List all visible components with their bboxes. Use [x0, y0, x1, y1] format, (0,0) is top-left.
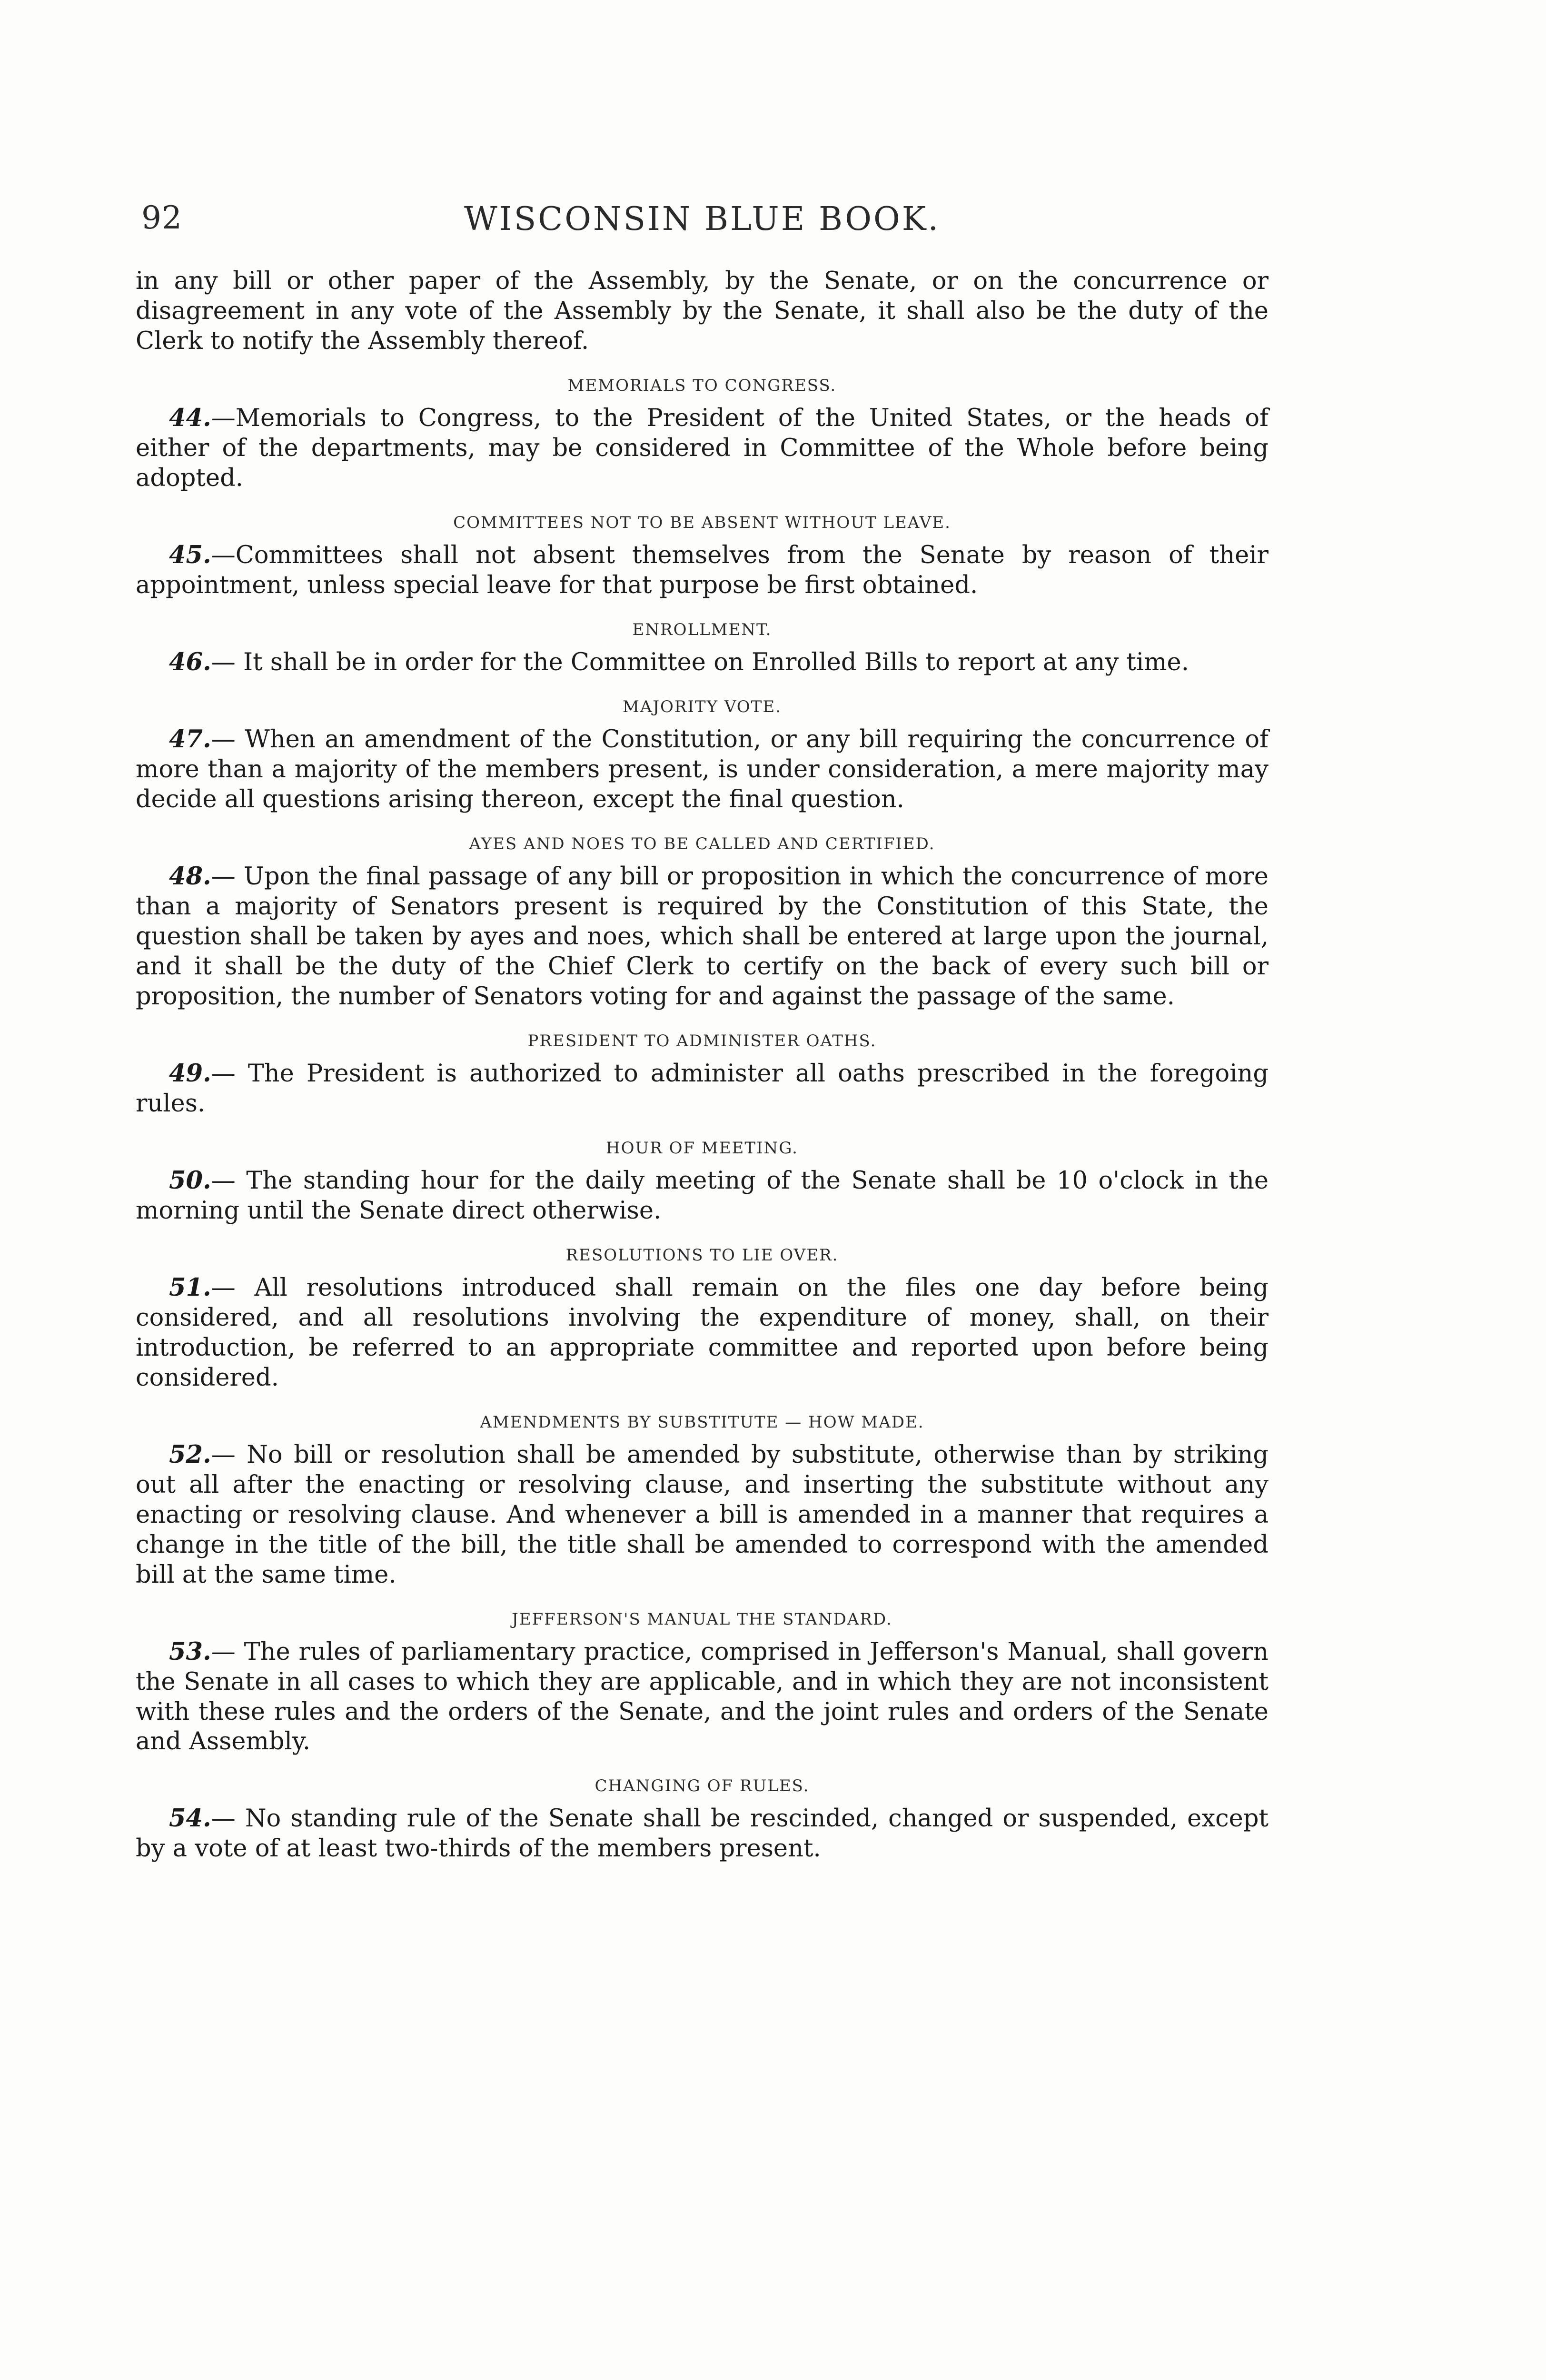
rule-paragraph [136, 540, 1269, 601]
rule-section-50 [136, 1140, 1269, 1226]
rule-section-54 [136, 1778, 1269, 1864]
rule-text: — Upon the final passage of any bill or proposition in which the concurrence of more than a majority of Senators present is required by the Constitution of this State, the question shall be taken by ayes and noes, which shall be entered at large upon the journal, and it shall be the duty of the Chief Clerk to certify on the back of every such bill or proposition, the number of Senators voting for and against the passage of the same. [136, 862, 1269, 1011]
rule-number: 51. [169, 1273, 211, 1302]
section-heading: JEFFERSON'S MANUAL THE STANDARD. [512, 1609, 892, 1629]
section-heading: ENROLLMENT. [632, 620, 772, 639]
section-heading: CHANGING OF RULES. [595, 1776, 810, 1796]
continuation-paragraph: in any bill or other paper of the Assembly, by the Senate, or on the concurrence or disagreement in any vote of the Assembly by the Senate, it shall also be the duty of the Clerk to notify the Assembly thereof. [136, 267, 1269, 355]
rule-text: — No bill or resolution shall be amended by substitute, otherwise than by striking out all after the enacting or resolving clause, and inserting the substitute without any enacting or resolving clause. And whenever a bill is amended in a manner that requires a change in the title of the bill, the title shall be amended to correspond with the amended bill at the same time. [136, 1440, 1269, 1589]
rule-paragraph [136, 724, 1269, 815]
section-heading: COMMITTEES NOT TO BE ABSENT WITHOUT LEAVE. [453, 513, 951, 532]
rule-paragraph [136, 1273, 1269, 1393]
rule-number: 46. [169, 647, 211, 676]
rule-section-45 [136, 515, 1269, 601]
page-header [136, 193, 1269, 259]
rule-number: 54. [169, 1804, 211, 1833]
rule-number: 48. [169, 862, 211, 891]
rule-section-52 [136, 1414, 1269, 1590]
rule-section-51 [136, 1247, 1269, 1393]
section-heading: AMENDMENTS BY SUBSTITUTE — HOW MADE. [480, 1412, 924, 1432]
section-heading: PRESIDENT TO ADMINISTER OATHS. [527, 1031, 877, 1051]
rule-number: 53. [169, 1637, 211, 1666]
rule-section-49 [136, 1033, 1269, 1119]
rule-paragraph [136, 1637, 1269, 1757]
rule-paragraph [136, 1166, 1269, 1226]
section-heading: MAJORITY VOTE. [623, 697, 782, 716]
rule-text: — It shall be in order for the Committee on Enrolled Bills to report at any time. [211, 648, 1189, 676]
rule-text: — No standing rule of the Senate shall be rescinded, changed or suspended, except by a vote of at least two-thirds of the members present. [136, 1805, 1269, 1863]
page-number: 92 [141, 199, 182, 236]
rule-text: — All resolutions introduced shall remain on the files one day before being considered, and all resolutions involving the expenditure of money, shall, on their introduction, be referred to an appropriate committee and reported upon before being considered. [136, 1273, 1269, 1392]
rule-text: —Memorials to Congress, to the President of the United States, or the heads of either of the departments, may be considered in Committee of the Whole before being adopted. [136, 404, 1269, 492]
rule-text: — The standing hour for the daily meeting of the Senate shall be 10 o'clock in the morning until the Senate direct otherwise. [136, 1166, 1269, 1225]
section-heading: AYES AND NOES TO BE CALLED AND CERTIFIED. [469, 834, 935, 853]
rule-text: —Committees shall not absent themselves from the Senate by reason of their appointment, unless special leave for that purpose be first obtained. [136, 541, 1269, 599]
rule-number: 47. [169, 724, 211, 754]
rule-number: 50. [169, 1166, 211, 1195]
rule-text: — When an amendment of the Constitution, or any bill requiring the concurrence of more than a majority of the members present, is under consideration, a mere majority may decide all questions arising thereon, except the final question. [136, 725, 1269, 813]
rule-paragraph [136, 862, 1269, 1012]
section-heading: MEMORIALS TO CONGRESS. [567, 376, 837, 395]
rule-section-48 [136, 836, 1269, 1012]
rule-section-47 [136, 699, 1269, 815]
section-heading: HOUR OF MEETING. [606, 1138, 798, 1158]
section-heading: RESOLUTIONS TO LIE OVER. [565, 1245, 839, 1265]
rule-number: 49. [169, 1059, 211, 1088]
rule-paragraph [136, 1059, 1269, 1119]
rule-paragraph [136, 403, 1269, 494]
page-body [136, 267, 1269, 1864]
rule-number: 52. [169, 1440, 211, 1469]
rule-section-46 [136, 622, 1269, 678]
rule-text: — The rules of parliamentary practice, comprised in Jefferson's Manual, shall govern the Senate in all cases to which they are applicable, and in which they are not inconsistent with these rules and the orders of the Senate, and the joint rules and orders of the Senate and Assembly. [136, 1637, 1269, 1756]
rule-number: 44. [169, 403, 211, 432]
rule-section-44 [136, 377, 1269, 494]
rule-paragraph [136, 1804, 1269, 1864]
rule-paragraph [136, 647, 1269, 678]
running-title: WISCONSIN BLUE BOOK. [464, 200, 941, 238]
rule-paragraph [136, 1440, 1269, 1590]
rule-number: 45. [169, 540, 211, 569]
rule-section-53 [136, 1611, 1269, 1757]
rule-text: — The President is authorized to administer all oaths prescribed in the foregoing rules. [136, 1059, 1269, 1118]
